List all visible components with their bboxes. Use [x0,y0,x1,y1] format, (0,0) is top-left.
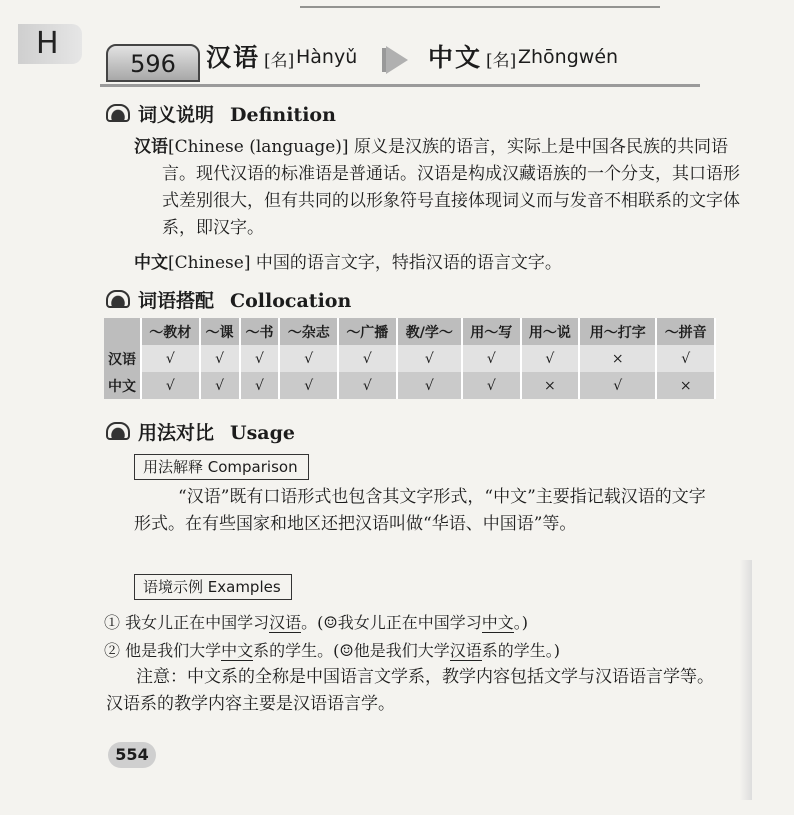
headword-1-pinyin: Hànyǔ [296,46,358,68]
entry-number: 596 [106,44,200,82]
section-bullet-icon [106,422,130,440]
table-cell: √ [462,372,521,399]
examples-label: 语境示例 Examples [134,574,292,600]
table-cell: √ [397,372,462,399]
collocation-table [104,318,716,399]
column-header: 用～写 [462,318,521,345]
table-cell: √ [240,372,280,399]
table-cell: √ [462,345,521,372]
letter-tab: H [18,24,82,64]
column-header: 教/学～ [397,318,462,345]
column-header: ～书 [240,318,280,345]
row-label: 汉语 [104,345,141,372]
column-header: ～拼音 [656,318,715,345]
table-cell: √ [397,345,462,372]
page-edge-shadow [740,560,752,800]
column-header: ～课 [200,318,240,345]
comparison-text: “汉语”既有口语形式也包含其文字形式，“中文”主要指记载汉语的文字形式。在有些国家和地区还把汉语叫做“华语、中国语”等。 [134,487,706,534]
table-cell: √ [141,345,200,372]
table-cell: × [521,372,580,399]
table-cell: √ [521,345,580,372]
example-1: ① 我女儿正在中国学习汉语。(☺我女儿正在中国学习中文。) [104,613,528,632]
table-cell: √ [240,345,280,372]
column-header: ～广播 [338,318,397,345]
headword-2: 中文 [428,43,483,72]
table-header-row [104,318,715,345]
previous-page-fragment [300,0,660,8]
arrow-icon [386,46,408,74]
headword-1: 汉语 [206,43,261,72]
column-header: 用～打字 [579,318,656,345]
table-cell: × [656,372,715,399]
section-bullet-icon [106,104,130,122]
column-header: ～杂志 [279,318,338,345]
table-corner [104,318,141,345]
table-row [104,372,715,399]
entry-header [100,34,710,84]
example-2: ② 他是我们大学中文系的学生。(☺他是我们大学汉语系的学生。) [104,641,560,660]
section-bullet-icon [106,290,130,308]
table-cell: × [579,345,656,372]
table-cell: √ [200,345,240,372]
definition-entry-1: 汉语[Chinese (language)] 原义是汉族的语言，实际上是中国各民族的共同语言。现代汉语的标准语是普通话。汉语是构成汉藏语族的一个分支，其口语形式差别很大，但有共同的以形象符号直接体现词义而与发音不相联系的文字体系，即汉字。 [134,137,740,238]
usage-title: 用法对比 Usage [106,418,295,442]
column-header: ～教材 [141,318,200,345]
table-cell: √ [656,345,715,372]
page-number: 554 [108,742,156,768]
row-label: 中文 [104,372,141,399]
header-rule [100,84,700,87]
comparison-label: 用法解释 Comparison [134,454,309,480]
table-row [104,345,715,372]
headword-2-pinyin: Zhōngwén [518,46,619,68]
table-cell: √ [579,372,656,399]
collocation-title: 词语搭配 Collocation [106,286,351,310]
table-cell: √ [141,372,200,399]
definition-title: 词义说明 Definition [106,100,336,124]
headword-2-tag: [名] [486,51,517,71]
column-header: 用～说 [521,318,580,345]
usage-note: 注意：中文系的全称是中国语言文学系，教学内容包括文学与汉语语言学等。汉语系的教学内容主要是汉语语言学。 [106,667,714,714]
headword-1-tag: [名] [264,51,295,71]
table-cell: √ [200,372,240,399]
definition-entry-2: 中文[Chinese] 中国的语言文字，特指汉语的语言文字。 [134,253,562,273]
table-cell: √ [279,372,338,399]
table-cell: √ [338,345,397,372]
table-cell: √ [338,372,397,399]
table-cell: √ [279,345,338,372]
